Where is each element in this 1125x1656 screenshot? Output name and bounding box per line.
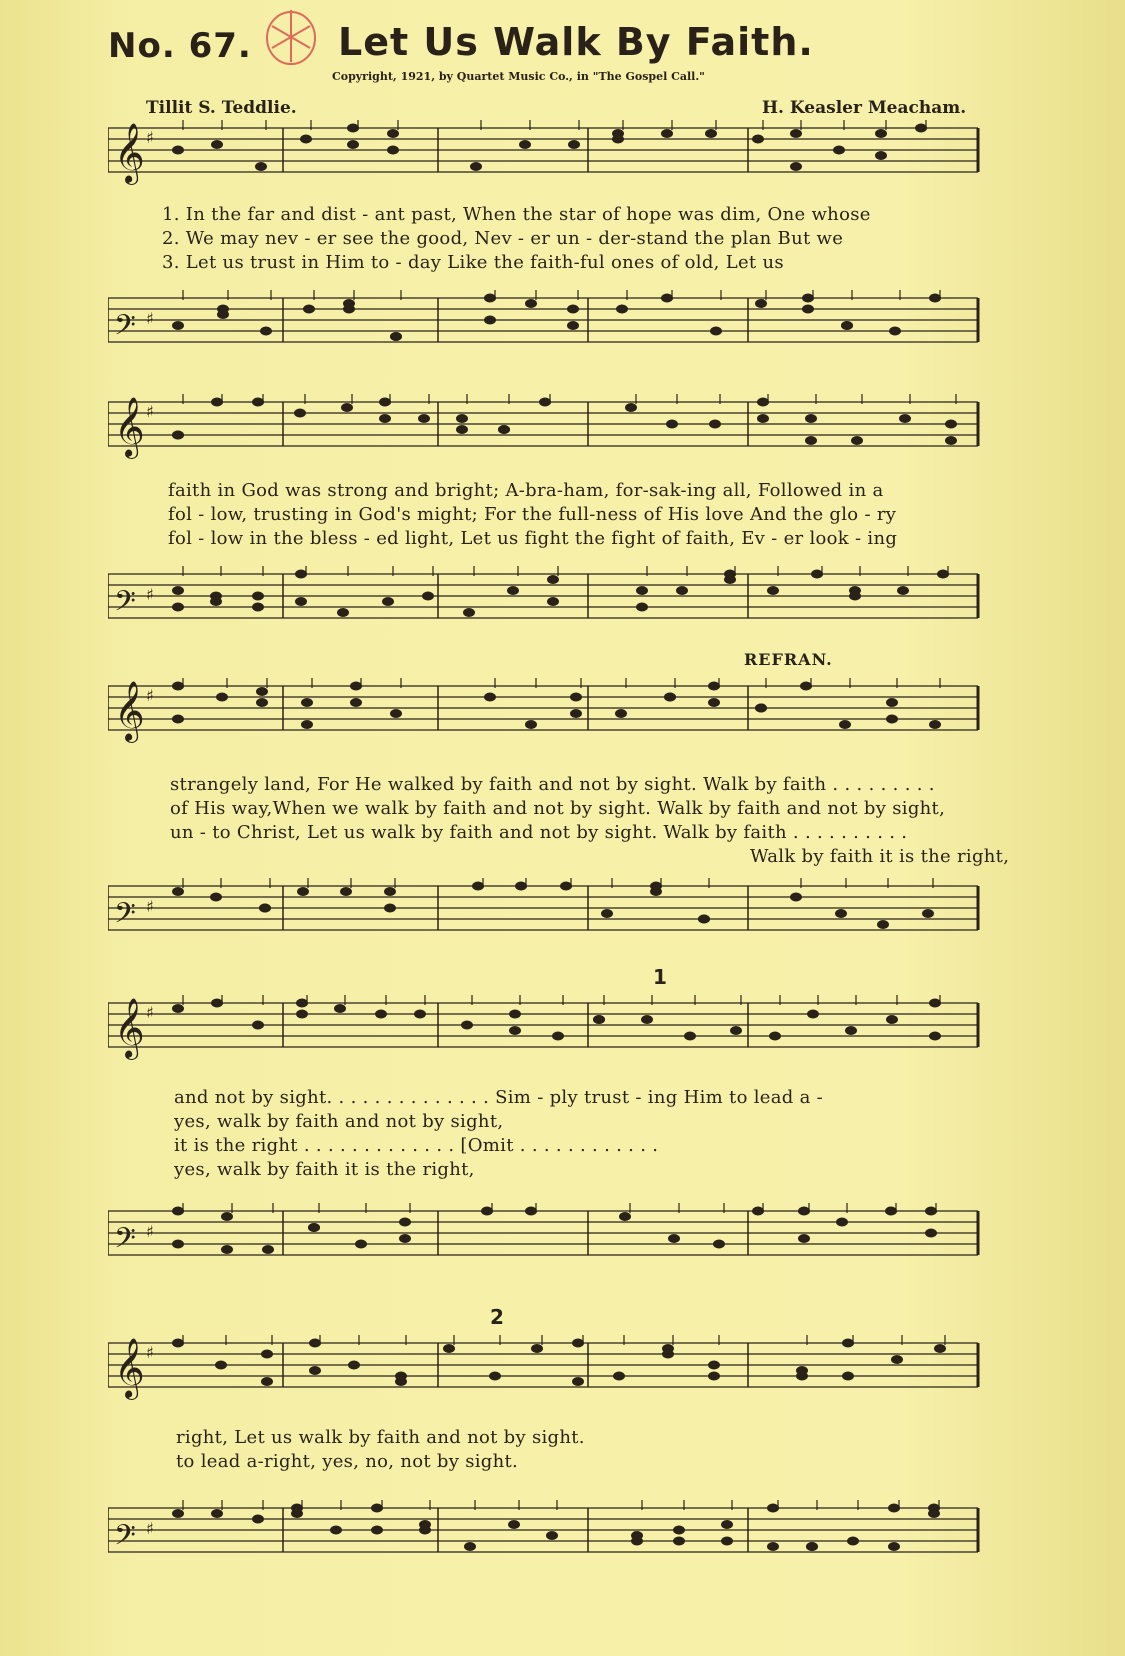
lyric-verse-2: 2. We may nev - er see the good, Nev - er un - der-stand the plan But we bbox=[162, 228, 844, 249]
svg-text:♯: ♯ bbox=[146, 585, 154, 604]
svg-text:♯: ♯ bbox=[146, 1003, 154, 1022]
bass-staff bbox=[108, 566, 1038, 636]
music-system-3 bbox=[108, 650, 1038, 950]
lyric-line-3: it is the right . . . . . . . . . . . . . [Omit . . . . . . . . . . . . bbox=[174, 1135, 659, 1156]
lyric-verse-2: fol - low, trusting in God's might; For the full-ness of His love And the glo - ry bbox=[168, 504, 897, 525]
svg-text:𝄞: 𝄞 bbox=[114, 123, 145, 183]
svg-text:♯: ♯ bbox=[146, 897, 154, 916]
svg-text:𝄞: 𝄞 bbox=[114, 1338, 145, 1398]
lyric-line-4: yes, walk by faith it is the right, bbox=[174, 1159, 475, 1180]
svg-text:♯: ♯ bbox=[146, 1222, 154, 1241]
lyric-line-2: yes, walk by faith and not by sight, bbox=[174, 1111, 504, 1132]
lyric-verse-1: 1. In the far and dist - ant past, When the star of hope was dim, One whose bbox=[162, 204, 871, 225]
treble-staff bbox=[108, 120, 1038, 190]
copyright-notice: Copyright, 1921, by Quartet Music Co., in "The Gospel Call." bbox=[332, 70, 705, 83]
music-system-5 bbox=[108, 1305, 1038, 1605]
lyric-verse-3: fol - low in the bless - ed light, Let us fight the fight of faith, Ev - er look - ing bbox=[168, 528, 898, 549]
svg-text:𝄢: 𝄢 bbox=[114, 309, 136, 349]
treble-staff bbox=[108, 995, 1038, 1065]
svg-text:♯: ♯ bbox=[146, 1343, 154, 1362]
svg-text:♯: ♯ bbox=[146, 686, 154, 705]
treble-staff bbox=[108, 678, 1038, 748]
lyric-verse-2: of His way,When we walk by faith and not by sight. Walk by faith and not by sight, bbox=[170, 798, 946, 819]
lyric-line-2: to lead a-right, yes, no, not by sight. bbox=[176, 1451, 519, 1472]
lyric-verse-1: faith in God was strong and bright; A-bra-ham, for-sak-ing all, Followed in a bbox=[168, 480, 884, 501]
bass-staff bbox=[108, 1203, 1038, 1273]
lyric-verse-1: strangely land, For He walked by faith and not by sight. Walk by faith . . . . . . . . . bbox=[170, 774, 935, 795]
lyric-refrain-bass: Walk by faith it is the right, bbox=[750, 846, 1010, 867]
svg-text:♯: ♯ bbox=[146, 309, 154, 328]
svg-text:𝄢: 𝄢 bbox=[114, 585, 136, 625]
hymn-number: No. 67. bbox=[108, 26, 252, 66]
second-ending-label: 2 bbox=[490, 1305, 504, 1329]
red-asterisk-mark bbox=[262, 4, 320, 70]
treble-staff bbox=[108, 394, 1038, 464]
lyric-line-1: and not by sight. . . . . . . . . . . . . . Sim - ply trust - ing Him to lead a - bbox=[174, 1087, 824, 1108]
hymn-title: Let Us Walk By Faith. bbox=[338, 20, 814, 64]
svg-text:♯: ♯ bbox=[146, 128, 154, 147]
lyric-line-1: right, Let us walk by faith and not by sight. bbox=[176, 1427, 585, 1448]
composer: H. Keasler Meacham. bbox=[762, 98, 967, 118]
lyric-verse-3: un - to Christ, Let us walk by faith and not by sight. Walk by faith . . . . . . . . . . bbox=[170, 822, 908, 843]
refrain-label: REFRAN. bbox=[744, 650, 833, 669]
lyric-verse-3: 3. Let us trust in Him to - day Like the faith-ful ones of old, Let us bbox=[162, 252, 784, 273]
lyricist: Tillit S. Teddlie. bbox=[146, 98, 297, 118]
svg-text:♯: ♯ bbox=[146, 402, 154, 421]
music-system-1 bbox=[108, 120, 1038, 365]
svg-text:𝄢: 𝄢 bbox=[114, 897, 136, 937]
svg-text:𝄢: 𝄢 bbox=[114, 1222, 136, 1262]
svg-text:𝄞: 𝄞 bbox=[114, 397, 145, 457]
svg-text:♯: ♯ bbox=[146, 1519, 154, 1538]
svg-text:𝄢: 𝄢 bbox=[114, 1519, 136, 1559]
first-ending-label: 1 bbox=[653, 965, 667, 989]
bass-staff bbox=[108, 878, 1038, 948]
svg-text:𝄞: 𝄞 bbox=[114, 998, 145, 1058]
music-system-4 bbox=[108, 965, 1038, 1295]
bass-staff bbox=[108, 1500, 1038, 1570]
bass-staff bbox=[108, 290, 1038, 360]
music-system-2 bbox=[108, 394, 1038, 644]
treble-staff bbox=[108, 1335, 1038, 1405]
svg-text:𝄞: 𝄞 bbox=[114, 681, 145, 741]
